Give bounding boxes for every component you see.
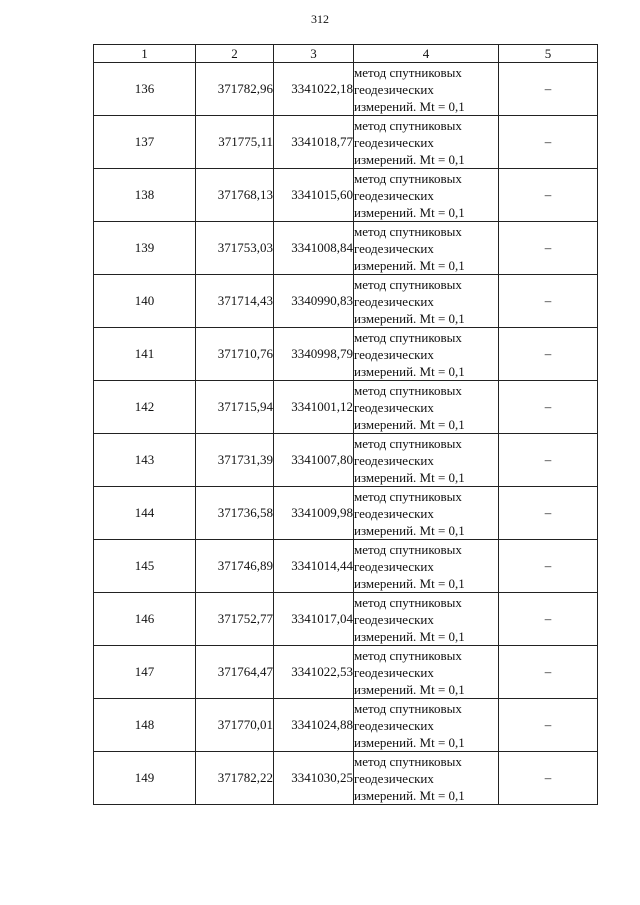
method-line-1: метод спутниковых [354,647,462,663]
column-5-value: – [499,593,598,646]
column-5-value: – [499,222,598,275]
method-description [354,752,499,805]
method-line-3: измерений. Mt = 0,1 [354,734,465,750]
table-row [94,116,598,169]
method-line-1: метод спутниковых [354,170,462,186]
method-line-1: метод спутниковых [354,276,462,292]
coordinate-x: 371753,03 [196,222,274,275]
point-number: 138 [94,169,196,222]
method-line-1: метод спутниковых [354,700,462,716]
method-line-2: геодезических [354,187,434,203]
column-header-2: 2 [196,45,274,63]
column-5-value: – [499,328,598,381]
method-line-3: измерений. Mt = 0,1 [354,575,465,591]
method-line-2: геодезических [354,293,434,309]
column-5-value: – [499,699,598,752]
method-line-1: метод спутниковых [354,488,462,504]
column-5-value: – [499,275,598,328]
column-header-1: 1 [94,45,196,63]
coordinate-y: 3341022,53 [274,646,354,699]
column-header-4: 4 [354,45,499,63]
point-number: 147 [94,646,196,699]
coordinate-x: 371731,39 [196,434,274,487]
method-line-3: измерений. Mt = 0,1 [354,522,465,538]
column-5-value: – [499,381,598,434]
method-line-3: измерений. Mt = 0,1 [354,257,465,273]
method-line-3: измерений. Mt = 0,1 [354,681,465,697]
method-description [354,63,499,116]
method-description [354,434,499,487]
column-header-3: 3 [274,45,354,63]
table-row [94,593,598,646]
coordinate-y: 3341007,80 [274,434,354,487]
table-row [94,487,598,540]
coordinate-y: 3341024,88 [274,699,354,752]
method-line-2: геодезических [354,399,434,415]
coordinate-y: 3341017,04 [274,593,354,646]
table-row [94,222,598,275]
coordinate-x: 371736,58 [196,487,274,540]
method-line-2: геодезических [354,505,434,521]
method-description [354,381,499,434]
method-description [354,275,499,328]
method-description [354,116,499,169]
method-description [354,646,499,699]
coordinate-x: 371770,01 [196,699,274,752]
column-header-5: 5 [499,45,598,63]
point-number: 139 [94,222,196,275]
method-line-2: геодезических [354,717,434,733]
coordinate-y: 3340990,83 [274,275,354,328]
method-line-1: метод спутниковых [354,541,462,557]
coordinate-x: 371710,76 [196,328,274,381]
coordinate-y: 3341015,60 [274,169,354,222]
table-row [94,752,598,805]
table-body [94,63,598,805]
method-description [354,222,499,275]
coordinates-table [93,44,598,805]
method-description [354,699,499,752]
table-row [94,540,598,593]
method-line-3: измерений. Mt = 0,1 [354,98,465,114]
point-number: 149 [94,752,196,805]
method-line-3: измерений. Mt = 0,1 [354,787,465,803]
method-line-3: измерений. Mt = 0,1 [354,363,465,379]
method-line-1: метод спутниковых [354,435,462,451]
table-row [94,699,598,752]
method-line-1: метод спутниковых [354,382,462,398]
method-line-2: геодезических [354,611,434,627]
column-5-value: – [499,116,598,169]
column-5-value: – [499,63,598,116]
table-row [94,169,598,222]
method-description [354,593,499,646]
method-line-2: геодезических [354,664,434,680]
method-description [354,328,499,381]
point-number: 136 [94,63,196,116]
coordinate-y: 3341030,25 [274,752,354,805]
point-number: 137 [94,116,196,169]
method-line-1: метод спутниковых [354,64,462,80]
method-line-3: измерений. Mt = 0,1 [354,416,465,432]
coordinate-y: 3341018,77 [274,116,354,169]
coordinate-x: 371782,96 [196,63,274,116]
point-number: 141 [94,328,196,381]
coordinate-x: 371746,89 [196,540,274,593]
table-row [94,328,598,381]
coordinate-y: 3341022,18 [274,63,354,116]
column-5-value: – [499,752,598,805]
method-line-2: геодезических [354,770,434,786]
coordinate-x: 371714,43 [196,275,274,328]
method-description [354,487,499,540]
coordinate-y: 3341009,98 [274,487,354,540]
table-row [94,275,598,328]
coordinate-x: 371764,47 [196,646,274,699]
coordinate-x: 371775,11 [196,116,274,169]
coordinate-y: 3341001,12 [274,381,354,434]
method-line-1: метод спутниковых [354,594,462,610]
method-line-2: геодезических [354,134,434,150]
coordinate-y: 3340998,79 [274,328,354,381]
column-5-value: – [499,540,598,593]
method-line-3: измерений. Mt = 0,1 [354,204,465,220]
method-description [354,169,499,222]
coordinate-x: 371768,13 [196,169,274,222]
column-5-value: – [499,487,598,540]
method-line-3: измерений. Mt = 0,1 [354,469,465,485]
method-line-1: метод спутниковых [354,329,462,345]
point-number: 142 [94,381,196,434]
method-line-3: измерений. Mt = 0,1 [354,151,465,167]
method-line-2: геодезических [354,558,434,574]
coordinate-x: 371715,94 [196,381,274,434]
method-line-2: геодезических [354,452,434,468]
coordinate-x: 371752,77 [196,593,274,646]
method-line-2: геодезических [354,346,434,362]
table-row [94,63,598,116]
point-number: 143 [94,434,196,487]
column-5-value: – [499,169,598,222]
method-line-3: измерений. Mt = 0,1 [354,310,465,326]
column-5-value: – [499,434,598,487]
header-row [94,45,598,63]
method-line-3: измерений. Mt = 0,1 [354,628,465,644]
point-number: 145 [94,540,196,593]
point-number: 146 [94,593,196,646]
method-line-1: метод спутниковых [354,117,462,133]
method-line-1: метод спутниковых [354,223,462,239]
coordinate-x: 371782,22 [196,752,274,805]
method-line-2: геодезических [354,81,434,97]
coordinate-y: 3341008,84 [274,222,354,275]
column-5-value: – [499,646,598,699]
point-number: 140 [94,275,196,328]
coordinate-y: 3341014,44 [274,540,354,593]
table-row [94,381,598,434]
point-number: 144 [94,487,196,540]
method-description [354,540,499,593]
method-line-2: геодезических [354,240,434,256]
table-row [94,434,598,487]
page-number: 312 [311,12,329,26]
table-row [94,646,598,699]
method-line-1: метод спутниковых [354,753,462,769]
point-number: 148 [94,699,196,752]
